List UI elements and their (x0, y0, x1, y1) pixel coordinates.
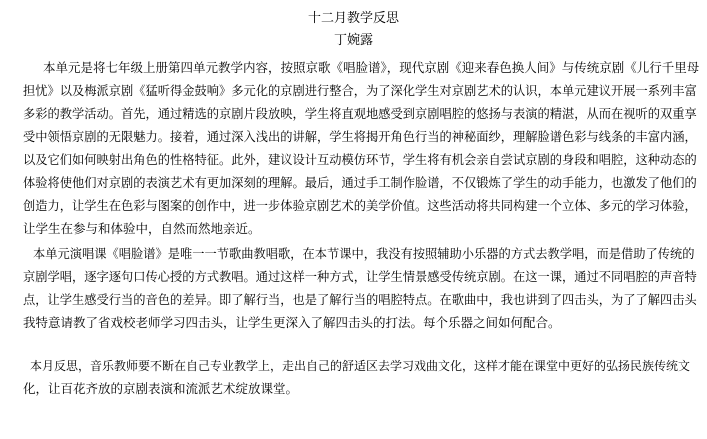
paragraph-line: 担忧》以及梅派京剧《猛听得金鼓响》多元化的京剧进行整合，为了深化学生对京剧艺术的认识，本单元建议开展一系列丰富 (23, 84, 697, 98)
paragraph-line: 化，让百花齐放的京剧表演和流派艺术绽放课堂。 (23, 381, 299, 396)
paragraph-line: 受中领悟京剧的无限魅力。接着，通过深入浅出的讲解，学生将揭开角色行当的神秘面纱，理解脸谱色彩与线条的丰富内涵， (23, 130, 697, 144)
paragraph-line: 本月反思，音乐教师要不断在自己专业教学上，走出自己的舒适区去学习戏曲文化，这样才能在课堂中更好的弘扬民族传统文 (30, 359, 691, 373)
paragraph-line: 体验将使他们对京剧的表演艺术有更加深刻的理解。最后，通过手工制作脸谱，不仅锻炼了学生的动手能力，也激发了他们的 (23, 176, 697, 190)
paragraph-line: 京剧学唱，逐字逐句口传心授的方式教唱。通过这样一种方式，让学生情景感受传统京剧。在这一课，通过不同唱腔的声音特 (23, 270, 697, 284)
paragraph-line: 我特意请教了省戏校老师学习四击头，让学生更深入了解四击头的打法。每个乐器之间如何配合。 (23, 315, 561, 330)
paragraph-line: 多彩的教学活动。首先，通过精选的京剧片段放映，学生将直观地感受到京剧唱腔的悠扬与表演的精湛，从而在视听的双重享 (23, 107, 697, 121)
paragraph-line: 以及它们如何映射出角色的性格特征。此外，建议设计互动模仿环节，学生将有机会亲自尝试京剧的身段和唱腔，这种动态的 (23, 153, 697, 167)
paragraph-line: 本单元是将七年级上册第四单元教学内容，按照京歌《唱脸谱》，现代京剧《迎来春色换人间》与传统京剧《儿行千里母 (43, 60, 700, 75)
document-author: 丁婉露 (333, 33, 373, 48)
paragraph-line: 点，让学生感受行当的音色的差异。即了解行当，也是了解行当的唱腔特点。在歌曲中，我也讲到了四击头，为了了解四击头 (23, 293, 697, 307)
document-title: 十二月教学反思 (307, 11, 399, 26)
paragraph-line: 本单元演唱课《唱脸谱》是唯一一节歌曲教唱歌，在本节课中，我没有按照辅助小乐器的方式去教学唱，而是借助了传统的 (33, 247, 695, 261)
paragraph-line: 让学生在参与和体验中，自然而然地亲近。 (23, 221, 261, 236)
paragraph-line: 创造力，让学生在色彩与图案的创作中，进一步体验京剧艺术的美学价值。这些活动将共同构建一个立体、多元的学习体验， (23, 199, 697, 213)
